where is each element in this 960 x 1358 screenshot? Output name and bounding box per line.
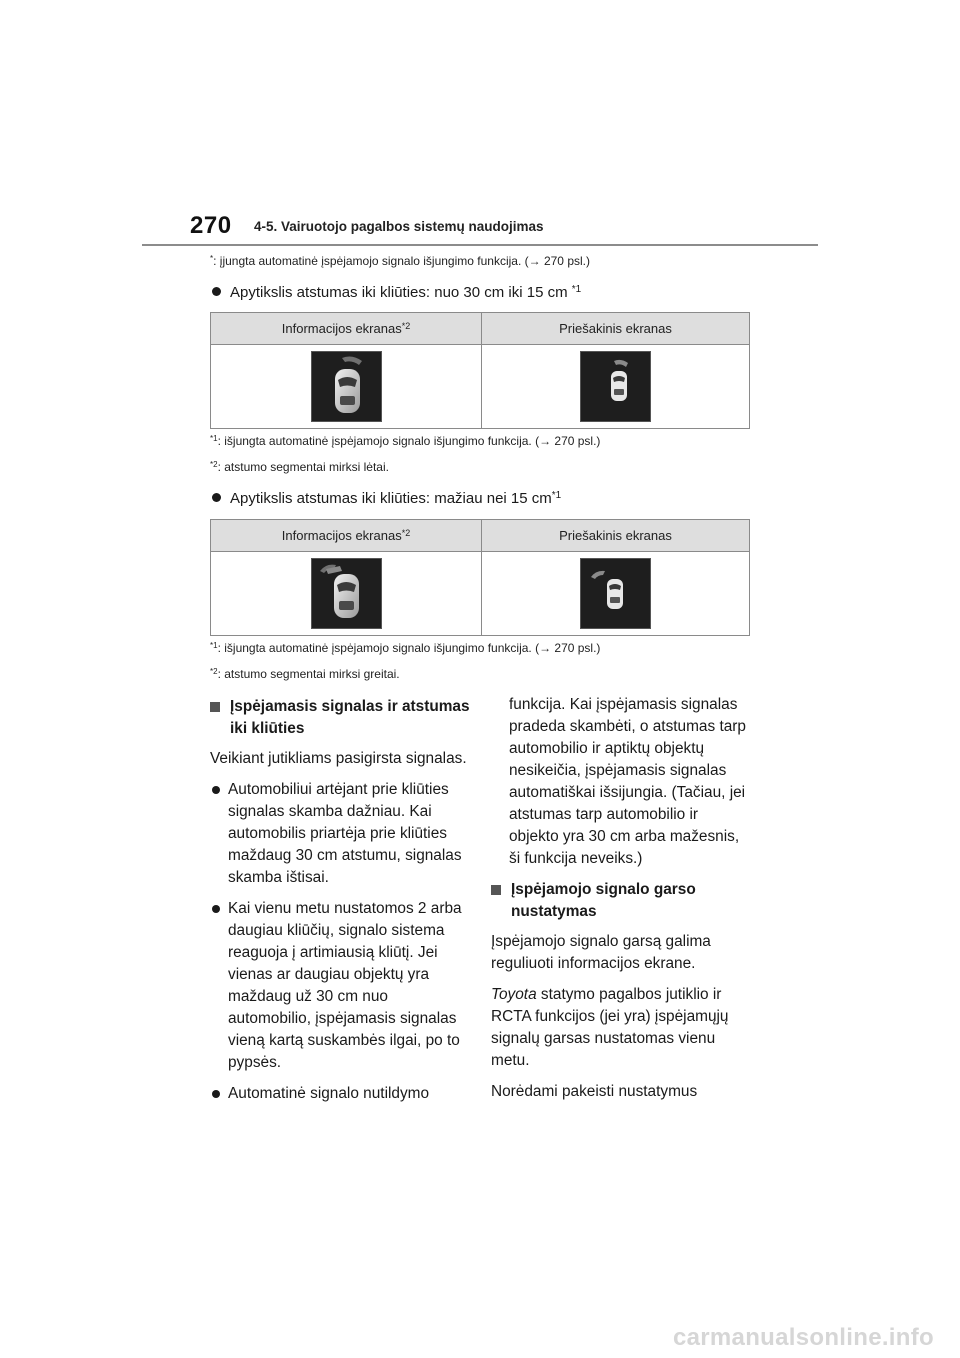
footnote-text: : įjungta automatinė įspėjamojo signalo išjungimo funkcija. (→ 270 psl.) bbox=[213, 254, 590, 268]
footnote-2a bbox=[210, 641, 600, 656]
col-header-label: Priešakinis ekranas bbox=[559, 321, 672, 336]
front-display-cell bbox=[482, 552, 750, 636]
col-header-info-display bbox=[211, 313, 482, 345]
square-bullet-icon bbox=[210, 702, 220, 712]
brand-name: Toyota bbox=[491, 986, 537, 1003]
left-column bbox=[210, 696, 472, 1114]
bullet-text: Apytikslis atstumas iki kliūties: nuo 30 cm iki 15 cm bbox=[230, 284, 572, 301]
bullet-dot-icon bbox=[212, 1090, 220, 1098]
bullet-mark: *1 bbox=[551, 490, 562, 501]
bullet-text: Apytikslis atstumas iki kliūties: mažiau nei 15 cm bbox=[230, 490, 552, 507]
car-sensor-image bbox=[311, 351, 382, 422]
footnote-text: : atstumo segmentai mirksi lėtai. bbox=[217, 460, 389, 474]
footnote-mark: *1 bbox=[210, 641, 218, 650]
section-heading bbox=[210, 696, 472, 740]
footnote-2b bbox=[210, 667, 400, 682]
bullet-dot-icon bbox=[212, 786, 220, 794]
intro-paragraph: Veikiant jutikliams pasigirsta signalas. bbox=[210, 750, 467, 767]
col-header-label: Priešakinis ekranas bbox=[559, 528, 672, 543]
continued-paragraph: funkcija. Kai įspėjamasis signalas pradeda skambėti, o atstumas tarp automobilio ir aptiktų objektų nesikeičia, įspėjamasis signalas automatiškai išsijungia. (Tačiau, jei atstumas tarp automobilio ir objekto yra 30 cm arba mažesnis, ši funkcija neveiks.) bbox=[509, 696, 746, 867]
car-top-view-icon bbox=[312, 352, 381, 421]
col-header-label: Informacijos ekranas bbox=[281, 321, 402, 336]
list-item bbox=[210, 779, 472, 889]
section-heading bbox=[491, 879, 749, 923]
col-header-label: Informacijos ekranas bbox=[281, 528, 402, 543]
paragraph: Įspėjamojo signalo garsą galima reguliuoti informacijos ekrane. bbox=[491, 933, 711, 972]
display-table-2 bbox=[210, 519, 750, 636]
car-sensor-image bbox=[311, 558, 382, 629]
display-table-1 bbox=[210, 312, 750, 429]
list-item bbox=[210, 898, 472, 1074]
footnote-text: : išjungta automatinė įspėjamojo signalo išjungimo funkcija. (→ 270 psl.) bbox=[217, 641, 601, 655]
footnote-mark: *2 bbox=[210, 460, 218, 469]
footnote-mark: * bbox=[210, 254, 214, 263]
paragraph bbox=[491, 984, 749, 1072]
bullet-dot-icon bbox=[212, 905, 220, 913]
paragraph: Norėdami pakeisti nustatymus bbox=[491, 1083, 698, 1100]
right-column bbox=[491, 694, 749, 1112]
footnote-1b bbox=[210, 460, 389, 475]
car-top-view-icon bbox=[581, 559, 650, 628]
page-number: 270 bbox=[190, 212, 232, 239]
distance-bullet-2 bbox=[212, 490, 561, 507]
bullet-dot-icon bbox=[212, 493, 221, 502]
header-divider bbox=[142, 244, 818, 246]
heading-text: Įspėjamojo signalo garso nustatymas bbox=[511, 881, 696, 920]
heading-text: Įspėjamasis signalas ir atstumas iki kliūties bbox=[230, 698, 470, 737]
watermark: carmanualsonline.info bbox=[672, 1324, 934, 1351]
footnote-mark: *1 bbox=[210, 434, 218, 443]
col-header-info-display bbox=[211, 520, 482, 552]
car-sensor-image bbox=[580, 558, 651, 629]
list-item-text: Automobiliui artėjant prie kliūties signalas skamba dažniau. Kai automobilis priartėja prie kliūties maždaug 30 cm atstumu, signalas skamba ištisai. bbox=[228, 781, 462, 886]
list-item bbox=[210, 1083, 472, 1105]
car-top-view-icon bbox=[312, 559, 381, 628]
info-display-cell bbox=[211, 552, 482, 636]
distance-bullet-1 bbox=[212, 284, 581, 301]
col-header-mark: *2 bbox=[401, 321, 411, 331]
list-item-text: Automatinė signalo nutildymo bbox=[228, 1085, 430, 1102]
paragraph-text: statymo pagalbos jutiklio ir RCTA funkcijos (jei yra) įspėjamųjų signalų garsas nustatomas vienu metu. bbox=[491, 986, 729, 1069]
footnote-text: : atstumo segmentai mirksi greitai. bbox=[217, 667, 400, 681]
col-header-front-display bbox=[482, 520, 750, 552]
car-sensor-image bbox=[580, 351, 651, 422]
square-bullet-icon bbox=[491, 885, 501, 895]
car-top-view-icon bbox=[581, 352, 650, 421]
bullet-mark: *1 bbox=[571, 284, 582, 295]
footnote-mark: *2 bbox=[210, 667, 218, 676]
footnote-text: : išjungta automatinė įspėjamojo signalo išjungimo funkcija. (→ 270 psl.) bbox=[217, 434, 601, 448]
list-item-text: Kai vienu metu nustatomos 2 arba daugiau kliūčių, signalo sistema reaguoja į artimiausią kliūtį. Jei vienas ar daugiau objektų yra maždaug už 30 cm nuo automobilio, įspėjamasis signalas vieną kartą suskambės ilgai, po to pypsės. bbox=[228, 900, 462, 1071]
col-header-front-display bbox=[482, 313, 750, 345]
front-display-cell bbox=[482, 345, 750, 429]
info-display-cell bbox=[211, 345, 482, 429]
bullet-dot-icon bbox=[212, 287, 221, 296]
section-title: 4-5. Vairuotojo pagalbos sistemų naudojimas bbox=[254, 219, 544, 234]
footnote-1a bbox=[210, 434, 600, 449]
top-footnote bbox=[210, 254, 590, 269]
col-header-mark: *2 bbox=[401, 528, 411, 538]
